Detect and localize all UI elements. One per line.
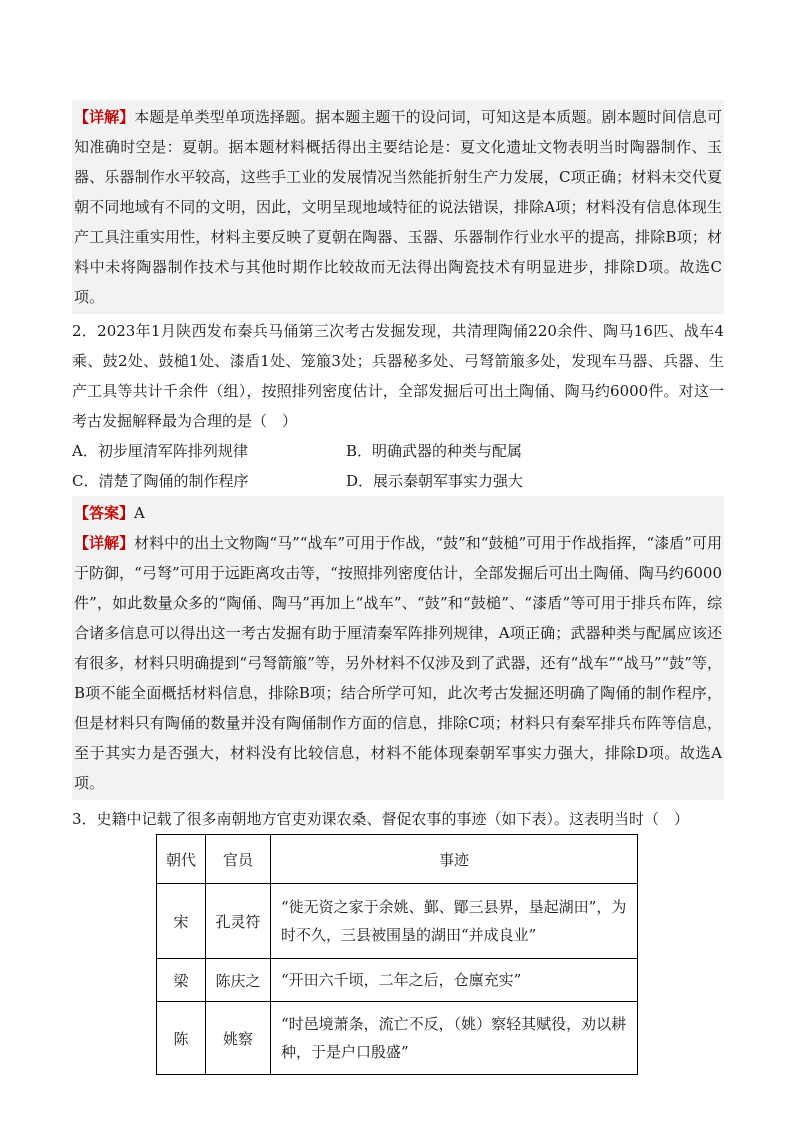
cell-official: 陈庆之 bbox=[206, 959, 271, 1002]
table-row bbox=[157, 959, 638, 1002]
table-row bbox=[157, 1002, 638, 1075]
answer-tag: 【答案】 bbox=[74, 504, 135, 522]
cell-dynasty: 宋 bbox=[157, 884, 206, 959]
records-table bbox=[156, 834, 638, 1075]
explanation-text: 本题是单类型单项选择题。据本题主题干的设问词，可知这是本质题。剧本题时间信息可知准确时空是：夏朝。据本题材料概括得出主要结论是：夏文化遗址文物表明当时陶器制作、玉器、乐器制作水平较高，这些手工业的发展情况当然能折射生产力发展，C项正确；材料未交代夏朝不同地域有不同的文明，因此，文明呈现地域特征的说法错误，排除A项；材料没有信息体现生产工具注重实用性，材料主要反映了夏朝在陶器、玉器、乐器制作行业水平的提高，排除B项；材料中未将陶器制作技术与其他时期作比较故而无法得出陶瓷技术有明显进步，排除D项。故选C项。 bbox=[74, 108, 722, 306]
answer-value: A bbox=[134, 504, 145, 522]
cell-deeds: “徙无资之家于余姚、鄞、鄮三县界，垦起湖田”，为时不久，三县被围垦的湖田“并成良业” bbox=[271, 884, 638, 959]
header-deeds: 事迹 bbox=[271, 835, 638, 884]
option-b: B．明确武器的种类与配属 bbox=[346, 442, 523, 460]
cell-official: 孔灵符 bbox=[206, 884, 271, 959]
answer-line bbox=[74, 498, 722, 528]
option-c: C．清楚了陶俑的制作程序 bbox=[72, 472, 249, 490]
option-a: A．初步厘清军阵排列规律 bbox=[72, 442, 248, 460]
cell-official: 姚察 bbox=[206, 1002, 271, 1075]
cell-dynasty: 陈 bbox=[157, 1002, 206, 1075]
answer-block-q2 bbox=[72, 496, 724, 800]
explanation-tag: 【详解】 bbox=[74, 108, 135, 126]
cell-deeds: “开田六千顷，二年之后，仓廪充实” bbox=[271, 959, 638, 1002]
cell-dynasty: 梁 bbox=[157, 959, 206, 1002]
explanation-text: 材料中的出土文物陶“马”“战车”可用于作战，“鼓”和“鼓槌”可用于作战指挥，“漆盾”可用于防御，“弓弩”可用于远距离攻击等，“按照排列密度估计，全部发掘后可出土陶俑、陶马约6000件”，如此数量众多的“陶俑、陶马”再加上“战车”、“鼓”和“鼓槌”、“漆盾”等可用于排兵布阵，综合诸多信息可以得出这一考古发掘有助于厘清秦军阵排列规律，A项正确；武器种类与配属应该还有很多，材料只明确提到“弓弩箭箙”等，另外材料不仅涉及到了武器，还有“战车”“战马”“鼓”等，B项不能全面概括材料信息，排除B项；结合所学可知，此次考古发掘还明确了陶俑的制作程序，但是材料只有陶俑的数量并没有陶俑制作方面的信息，排除C项；材料只有秦军排兵布阵等信息，至于其实力是否强大，材料没有比较信息，材料不能体现秦朝军事实力强大，排除D项。故选A项。 bbox=[74, 534, 722, 792]
explanation-tag: 【详解】 bbox=[74, 534, 135, 552]
table-header-row bbox=[157, 835, 638, 884]
table-row bbox=[157, 884, 638, 959]
explanation-block-q1 bbox=[72, 100, 724, 314]
header-official: 官员 bbox=[206, 835, 271, 884]
question-2-stem: 2．2023年1月陕西发布秦兵马俑第三次考古发掘发现，共清理陶俑220余件、陶马16匹、战车4乘、鼓2处、鼓槌1处、漆盾1处、笼箙3处；兵器秘多处、弓弩箭箙多处，发现车马器、兵器、生产工具等共计千余件（组），按照排列密度估计，全部发掘后可出土陶俑、陶马约6000件。对这一考古发掘解释最为合理的是（ ） bbox=[72, 322, 724, 430]
header-dynasty: 朝代 bbox=[157, 835, 206, 884]
question-2-options bbox=[72, 436, 724, 496]
option-d: D．展示秦朝军事实力强大 bbox=[346, 472, 524, 490]
document-page bbox=[72, 100, 724, 1075]
cell-deeds: “时邑境萧条，流亡不反，（姚）察轻其赋役，劝以耕种，于是户口殷盛” bbox=[271, 1002, 638, 1075]
explanation-line bbox=[74, 528, 722, 798]
question-3-stem: 3．史籍中记载了很多南朝地方官吏劝课农桑、督促农事的事迹（如下表）。这表明当时（ ） bbox=[72, 810, 690, 828]
